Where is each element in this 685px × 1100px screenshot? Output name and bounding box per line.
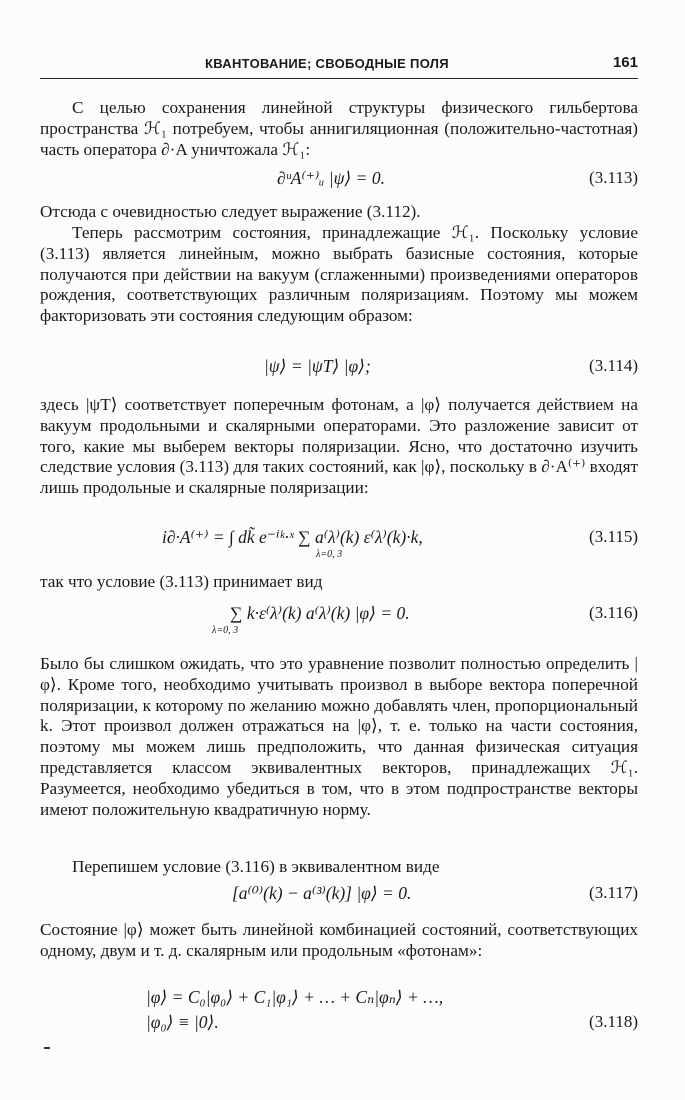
equation-number: (3.113) [589,168,638,187]
equation-number: (3.115) [589,527,638,546]
equation-number: (3.118) [589,1012,638,1031]
page-number: 161 [612,54,638,71]
equation-expression: [a⁽⁰⁾(k) − a⁽³⁾(k)] |φ⟩ = 0. [232,883,412,903]
paragraph-7: Перепишем условие (3.116) в эквивалентном виде [72,857,440,876]
paragraph-8: Состояние |φ⟩ может быть линейной комбинацией состояний, соответствующих одному, двум и т. д. скалярным или продольным «фотонам»: [40,920,638,960]
print-mark [44,1047,50,1049]
equation-expression: ∑ k·ε⁽λ⁾(k) a⁽λ⁾(k) |φ⟩ = 0. [230,603,410,623]
paragraph-5: так что условие (3.113) принимает вид [40,572,323,591]
equation-expression: |ψ⟩ = |ψT⟩ |φ⟩; [264,356,371,376]
equation-3-115 [40,527,638,560]
paragraph-4: здесь |ψT⟩ соответствует поперечным фотонам, а |φ⟩ получается действием на вакуум продольными и скалярными операторами. Это разложение зависит от того, какие мы выберем векторы поляризации. Ясно, что достаточно изучить следствие условия (3.113) для таких состояний, как |φ⟩, поскольку в ∂·A⁽⁺⁾ входят лишь продольные и скалярные поляризации: [40,395,638,498]
paragraph-2: Отсюда с очевидностью следует выражение (3.112). [40,202,421,221]
equation-expression: i∂·A⁽⁺⁾ = ∫ dk̃ e⁻ⁱᵏ·ˣ ∑ a⁽λ⁾(k) ε⁽λ⁾(k)·k, [162,527,423,547]
running-head: КВАНТОВАНИЕ; СВОБОДНЫЕ ПОЛЯ [205,56,449,71]
equation-3-117 [40,883,638,909]
equation-expression: |φ₀⟩ ≡ |0⟩. [146,1012,219,1032]
paragraph-3: Теперь рассмотрим состояния, принадлежащие ℋ₁. Поскольку условие (3.113) является линейным, можно выбрать базисные состояния, которые получаются при действии на вакуум (сглаженными) произведениями операторов рождения, соответствующих различным поляризациям. Поэтому мы можем факторизовать эти состояния следующим образом: [40,223,638,326]
paragraph-6: Было бы слишком ожидать, что это уравнение позволит полностью определить |φ⟩. Кроме того, необходимо учитывать произвол в выборе вектора поперечной поляризации, к которому по желанию можно добавлять член, пропорциональный k. Этот произвол должен отражаться на |φ⟩, т. е. только на части состояния, поэтому мы можем лишь предположить, что данная физическая ситуация представляется классом эквивалентных векторов, принадлежащих ℋ₁. Разумеется, необходимо убедиться в том, что в этом подпространстве векторы имеют положительную квадратичную норму. [40,654,638,819]
sum-limits: λ=0, 3 [316,549,343,560]
equation-3-118-line-1 [40,987,638,1013]
equation-expression: ∂ᵘA⁽⁺⁾ᵤ |ψ⟩ = 0. [277,168,385,188]
equation-number: (3.116) [589,603,638,622]
equation-3-114 [40,356,638,382]
equation-3-118-line-2 [40,1012,638,1038]
equation-3-116 [40,603,638,636]
equation-expression: |φ⟩ = C₀|φ₀⟩ + C₁|φ₁⟩ + … + Cₙ|φₙ⟩ + …, [146,987,444,1007]
page-header [40,54,638,79]
sum-limits: λ=0, 3 [212,625,239,636]
equation-number: (3.117) [589,883,638,902]
equation-number: (3.114) [589,356,638,375]
equation-3-113 [40,168,638,194]
paragraph-1: С целью сохранения линейной структуры физического гильбертова пространства ℋ₁ потребуем, чтобы аннигиляционная (положительно-частотная) часть оператора ∂·A уничтожала ℋ₁: [40,98,638,159]
